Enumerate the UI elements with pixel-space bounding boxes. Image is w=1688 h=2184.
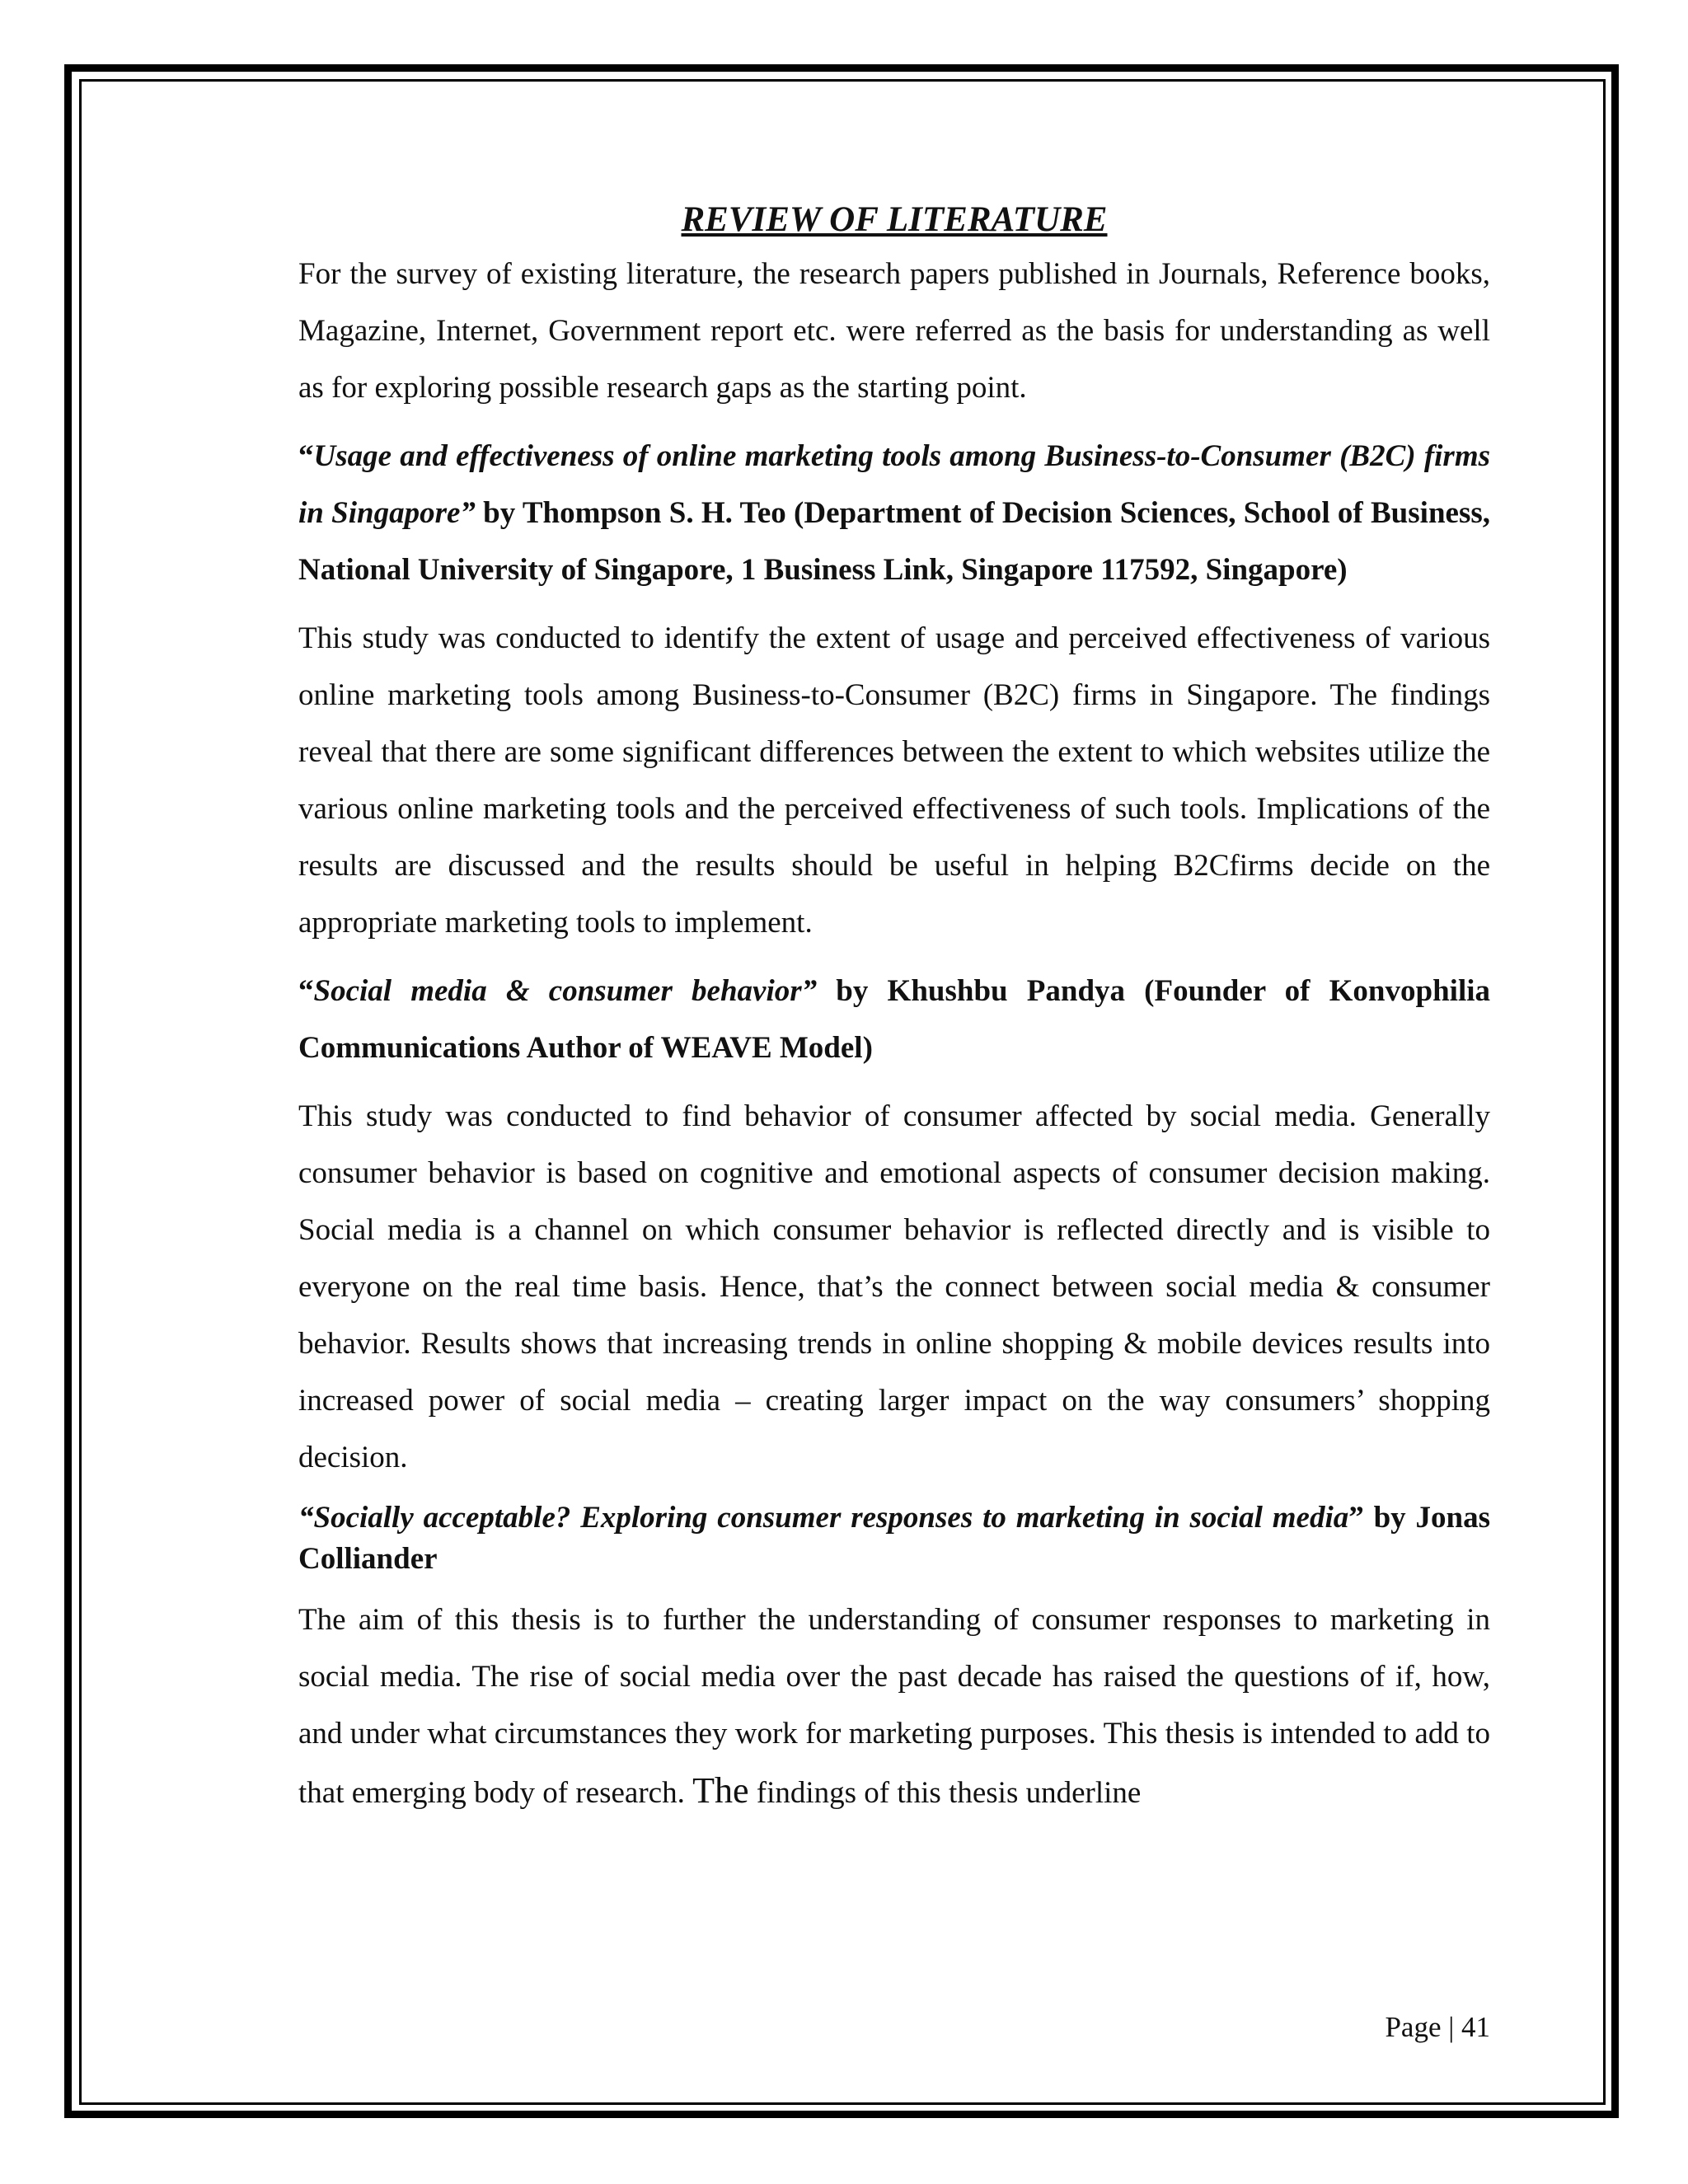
page-title: REVIEW OF LITERATURE — [681, 200, 1108, 239]
reference-3-summary-end: findings of this thesis underline — [748, 1776, 1142, 1810]
reference-2-open-quote: “ — [298, 974, 314, 1008]
reference-3-summary-start: The aim of this thesis is to further the understanding of consumer responses to marketing in social media. The rise of social media over the past decade has raised the questions of if, how, and under what circumstances they work for marketing purposes. This thesis is intended to add to that emerging body of research. — [298, 1603, 1490, 1810]
reference-3-summary-the: The — [692, 1770, 749, 1811]
intro-paragraph: For the survey of existing literature, the research papers published in Journals, Reference books, Magazine, Internet, Government report etc. were referred as the basis for understanding as well as for exploring possible research gaps as the starting point. — [298, 257, 1490, 405]
reference-3-title: “Socially acceptable? Exploring consumer responses to marketing in social media — [298, 1501, 1349, 1535]
reference-heading-3 — [298, 1497, 1490, 1580]
reference-3-summary — [298, 1591, 1490, 1821]
reference-1-open-quote: “ — [298, 439, 314, 473]
reference-2-summary: This study was conducted to find behavior of consumer affected by social media. Generally consumer behavior is based on cognitive and emotional aspects of consumer decision making. Social media is a channel on which consumer behavior is reflected directly and is visible to everyone on the real time basis. Hence, that’s the connect between social media & consumer behavior. Results shows that increasing trends in online shopping & mobile devices results into increased power of social media – creating larger impact on the way consumers’ shopping decision. — [298, 1099, 1490, 1474]
document-body — [298, 194, 1490, 1833]
reference-1-summary: This study was conducted to identify the extent of usage and perceived effectiveness of various online marketing tools among Business-to-Consumer (B2C) firms in Singapore. The findings reveal that there are some significant differences between the extent to which websites utilize the various online marketing tools and the perceived effectiveness of such tools. Implications of the results are discussed and the results should be useful in helping B2Cfirms decide on the appropriate marketing tools to implement. — [298, 621, 1490, 940]
reference-2-title: Social media & consumer behavior” — [313, 974, 818, 1008]
reference-1-author: by Thompson S. H. Teo (Department of Decision Sciences, School of Business, National University of Singapore, 1 Business Link, Singapore 117592, Singapore) — [298, 496, 1490, 587]
reference-3-author: ” by Jonas Colliander — [298, 1501, 1490, 1576]
reference-2-author: by Khushbu Pandya (Founder of Konvophilia Communications Author of WEAVE Model) — [298, 974, 1491, 1065]
page-number: Page | 41 — [1385, 2011, 1490, 2043]
reference-1-title: Usage and effectiveness of online marketing tools among Business-to-Consumer (B2C) firms in Singapore” — [298, 439, 1490, 530]
reference-heading-1 — [298, 428, 1490, 598]
reference-heading-2 — [298, 963, 1490, 1076]
